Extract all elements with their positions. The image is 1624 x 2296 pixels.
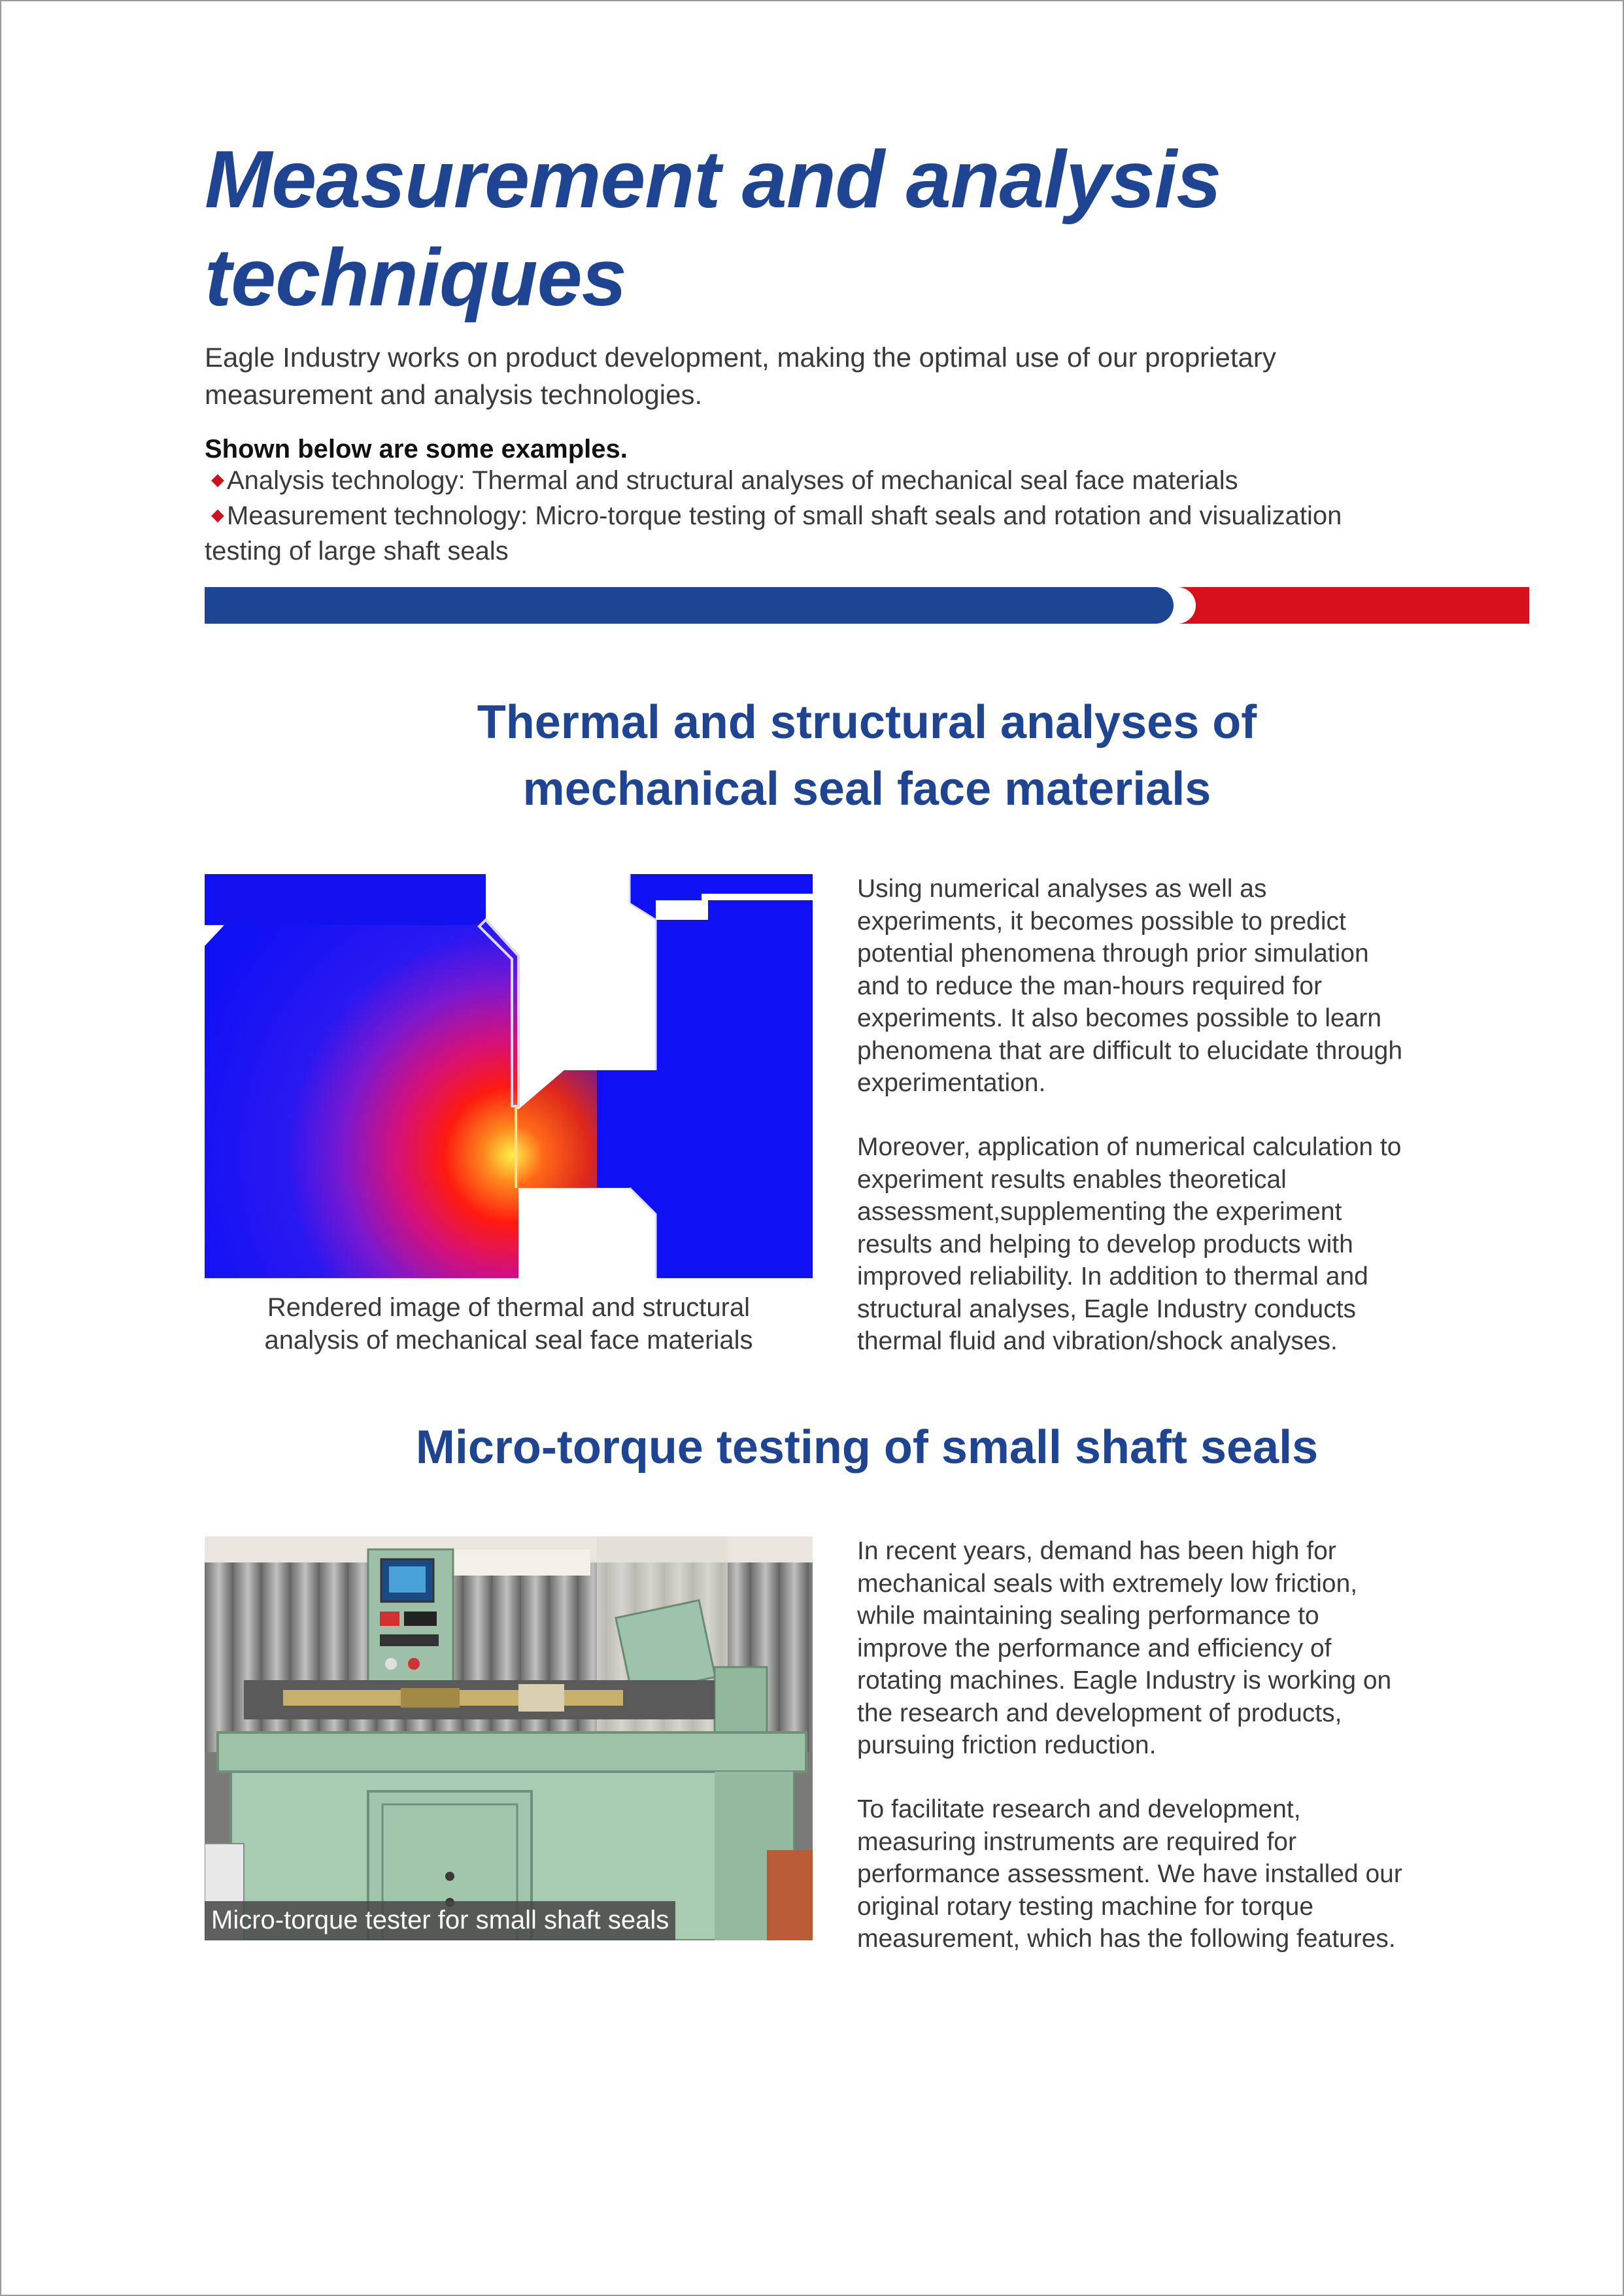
intro-line1: Eagle Industry works on product development, making the optimal use of our proprietary (205, 342, 1276, 373)
examples-list (205, 464, 1447, 567)
section1-title-line1: Thermal and structural analyses of (477, 696, 1257, 749)
examples-heading: Shown below are some examples. (205, 435, 628, 464)
section2-paragraph2: To facilitate research and development, measuring instruments are required for performance assessment. We have installed our original rotary testing machine for torque measurement, which has the following features. (857, 1795, 1402, 1953)
thermal-analysis-caption (205, 1291, 813, 1357)
micro-torque-tester-photo (205, 1536, 813, 1940)
divider-bar (205, 587, 1529, 624)
divider-bar-blue (205, 587, 1174, 624)
photo-caption: Micro-torque tester for small shaft seals (205, 1901, 675, 1940)
bullet-text: Analysis technology: Thermal and structural analyses of mechanical seal face materials (227, 466, 1238, 495)
thermal-analysis-image (205, 874, 813, 1278)
page-title-line1: Measurement and analysis (205, 135, 1221, 225)
section1-title-line2: mechanical seal face materials (522, 763, 1211, 815)
bullet-text-continued: testing of large shaft seals (205, 537, 509, 566)
divider-bar-red (1172, 587, 1529, 624)
thermal-analysis-render (205, 874, 813, 1278)
bullet-text: Measurement technology: Micro-torque testing of small shaft seals and rotation and visualization (227, 501, 1342, 530)
diamond-bullet-icon: ◆ (211, 469, 224, 489)
section2-paragraph1: In recent years, demand has been high for mechanical seals with extremely low friction, while maintaining sealing performance to improve the performance and efficiency of rotating machines. Eagle Industry is working on the research and development of products, pursuing friction reduction. (857, 1537, 1392, 1759)
intro-text (205, 339, 1447, 413)
intro-line2: measurement and analysis technologies. (205, 379, 703, 410)
section1-paragraph1: Using numerical analyses as well as experiments, it becomes possible to predict potential phenomena through prior simulation and to reduce the man-hours required for experiments. It also becomes possible to learn phenomena that are difficult to elucidate through experimentation. (857, 875, 1403, 1097)
page-title (205, 131, 1447, 327)
section2-title: Micro-torque testing of small shaft seals (415, 1421, 1319, 1474)
list-item (205, 499, 1447, 567)
section1-title (205, 689, 1529, 822)
diamond-bullet-icon: ◆ (211, 505, 224, 524)
caption-line2: analysis of mechanical seal face materials (264, 1326, 753, 1355)
list-item (205, 464, 1447, 499)
section1-paragraph2: Moreover, application of numerical calculation to experiment results enables theoretical assessment,supplementing the experiment results and helping to develop products with improved reliability. In addition to thermal and structural analyses, Eagle Industry conducts thermal fluid and vibration/shock analyses. (857, 1133, 1402, 1355)
caption-line1: Rendered image of thermal and structural (267, 1293, 751, 1322)
page-title-line2: techniques (205, 233, 626, 323)
tester-machine-illustration (205, 1536, 813, 1940)
